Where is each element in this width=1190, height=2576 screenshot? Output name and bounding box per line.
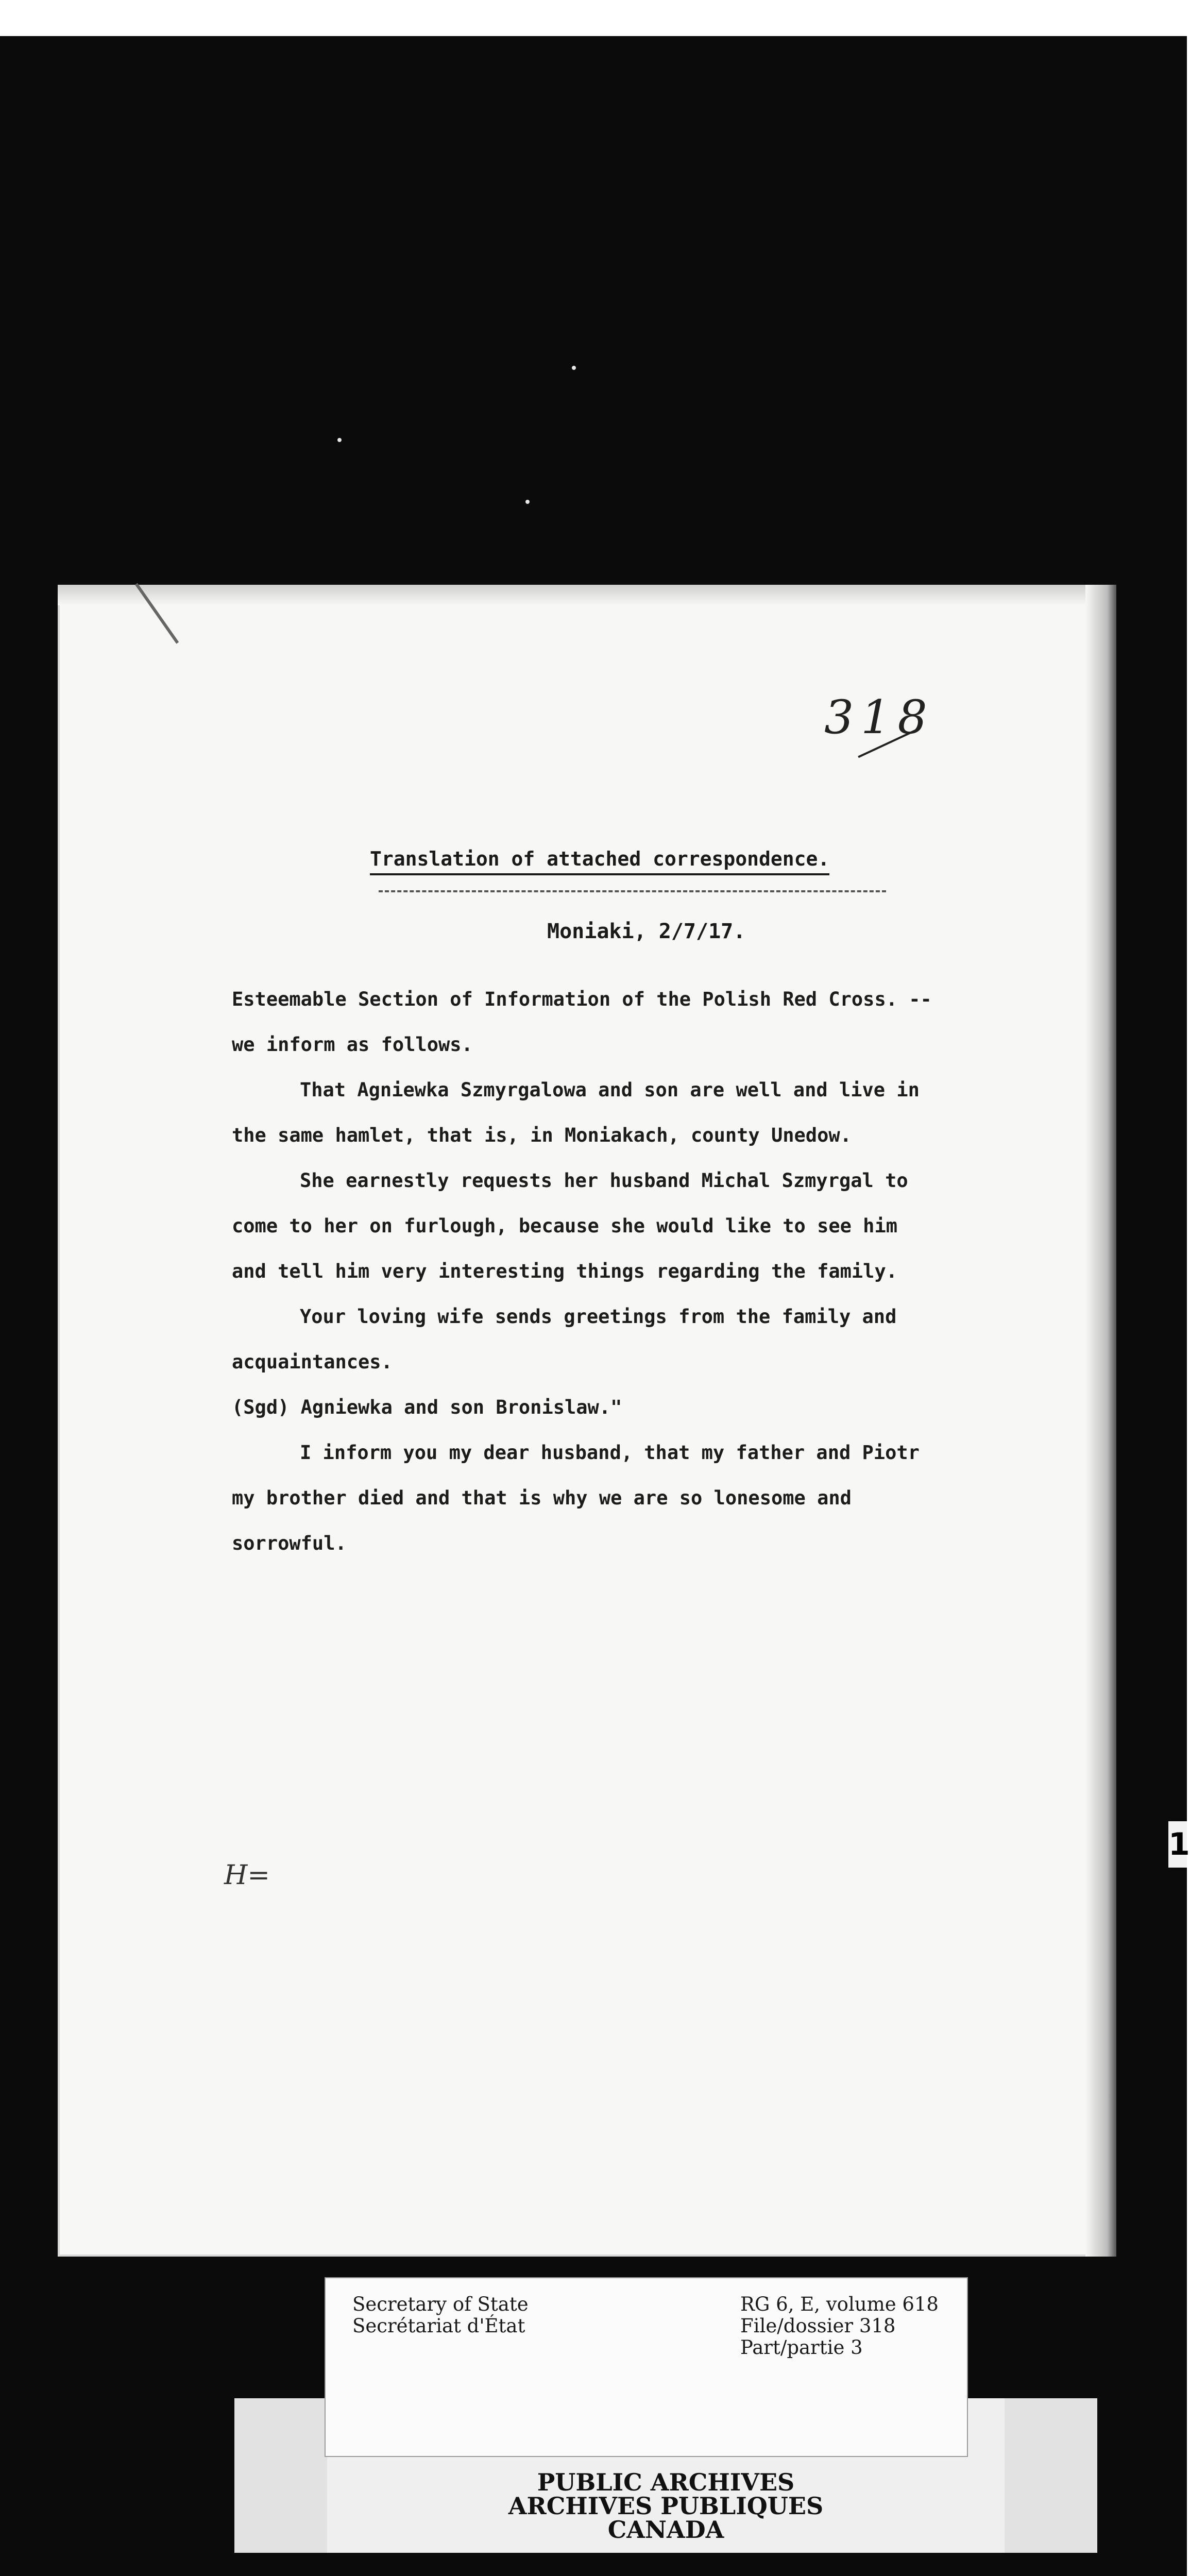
letter-line: Esteemable Section of Information of the Polish Red Cross. -- xyxy=(232,988,932,1010)
handwritten-initials: H= xyxy=(224,1860,270,1891)
film-speck xyxy=(337,438,342,442)
place-date: Moniaki, 2/7/17. xyxy=(547,920,746,943)
paper-right-shadow xyxy=(1085,585,1116,2257)
letter-line: That Agniewka Szmyrgalowa and son are well and live in xyxy=(300,1079,920,1101)
letter-body xyxy=(232,984,1035,1573)
letter-line: the same hamlet, that is, in Moniakach, county Unedow. xyxy=(232,1124,852,1146)
archives-line: ARCHIVES PUBLIQUES xyxy=(508,2492,824,2520)
letter-line: I inform you my dear husband, that my father and Piotr xyxy=(300,1442,920,1464)
letter-line: sorrowful. xyxy=(232,1532,347,1554)
film-speck xyxy=(525,500,530,504)
label-line: RG 6, E, volume 618 xyxy=(740,2293,939,2315)
document-title: Translation of attached correspondence. xyxy=(370,848,829,875)
label-department xyxy=(352,2294,529,2337)
letter-line: She earnestly requests her husband Michal Szmyrgal to xyxy=(300,1170,908,1192)
paper-top-shadow xyxy=(58,585,1116,605)
letter-line: (Sgd) Agniewka and son Bronislaw." xyxy=(232,1396,622,1418)
archives-line: PUBLIC ARCHIVES xyxy=(537,2468,795,2496)
edge-tab-number: 1 xyxy=(1168,1821,1187,1868)
letter-line: we inform as follows. xyxy=(232,1033,473,1056)
letter-line: come to her on furlough, because she would like to see him xyxy=(232,1215,898,1237)
letter-line: Your loving wife sends greetings from the family and xyxy=(300,1306,897,1328)
label-reference xyxy=(740,2294,939,2359)
letter-line: my brother died and that is why we are so lonesome and xyxy=(232,1487,852,1509)
label-line: File/dossier 318 xyxy=(740,2315,896,2337)
title-rule xyxy=(379,890,886,892)
label-line: Part/partie 3 xyxy=(740,2336,863,2359)
label-line: Secrétariat d'État xyxy=(352,2315,525,2337)
archives-stamp-text xyxy=(234,2468,1097,2544)
handwritten-page-number: 318 xyxy=(824,690,934,744)
letter-line: acquaintances. xyxy=(232,1351,393,1373)
label-line: Secretary of State xyxy=(352,2293,529,2315)
archive-reference-label xyxy=(325,2277,968,2457)
film-speck xyxy=(572,366,576,370)
letter-line: and tell him very interesting things regarding the family. xyxy=(232,1260,898,1282)
archives-line: CANADA xyxy=(607,2516,724,2544)
